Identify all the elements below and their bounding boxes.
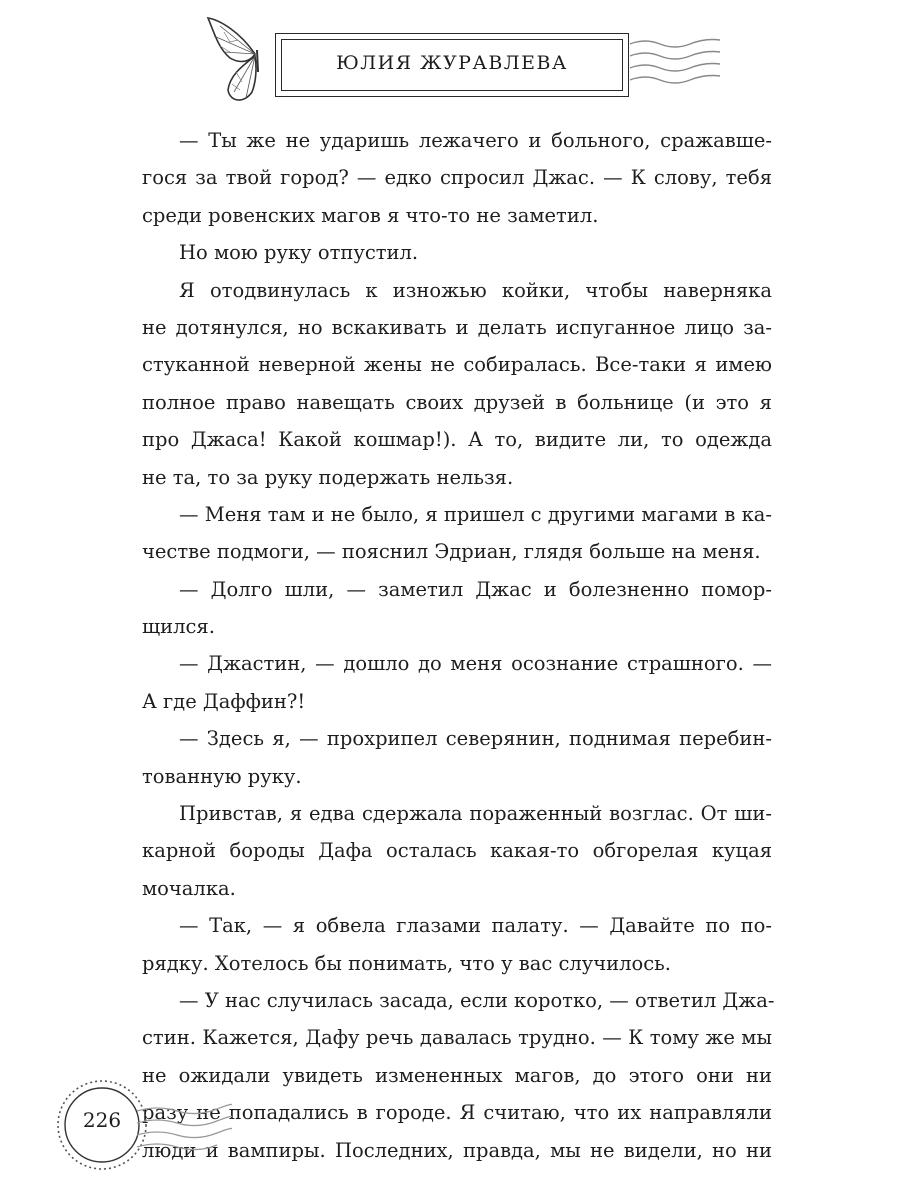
text-line: — Джастин, — дошло до меня осознание страшного. — xyxy=(179,652,772,676)
text-line: стуканной неверной жены не собиралась. Все-таки я имею xyxy=(142,353,772,377)
text-line: — Меня там и не было, я пришел с другими магами в ка- xyxy=(179,502,772,526)
text-line: Я отодвинулась к изножью койки, чтобы наверняка xyxy=(179,278,772,302)
text-line: полное право навещать своих друзей в больнице (и это я xyxy=(142,390,772,414)
text-line: — Здесь я, — прохрипел северянин, поднимая перебин- xyxy=(179,727,772,751)
text-line: тованную руку. xyxy=(142,764,302,788)
text-line: Но мою руку отпустил. xyxy=(179,241,419,265)
text-line: карной бороды Дафа осталась какая-то обгорелая куцая xyxy=(142,839,772,863)
page-number: 226 xyxy=(82,1108,122,1132)
text-line: не та, то за руку подержать нельзя. xyxy=(142,465,514,489)
text-line: А где Даффин?! xyxy=(142,689,306,713)
text-line: люди и вампиры. Последних, правда, мы не видели, но ни xyxy=(142,1138,772,1162)
text-line: рядку. Хотелось бы понимать, что у вас случилось. xyxy=(142,951,671,975)
text-line: гося за твой город? — едко спросил Джас. — К слову, тебя xyxy=(142,166,772,190)
text-line: Привстав, я едва сдержала пораженный возглас. От ши- xyxy=(179,802,772,826)
page-header xyxy=(0,0,900,120)
text-line: стин. Кажется, Дафу речь давалась трудно. — К тому же мы xyxy=(142,1026,772,1050)
text-line: — У нас случилась засада, если коротко, — ответил Джа- xyxy=(179,988,775,1012)
text-line: разу не попадались в городе. Я считаю, что их направляли xyxy=(142,1101,772,1125)
text-line: не дотянулся, но вскакивать и делать испуганное лицо за- xyxy=(142,315,772,339)
text-line: мочалка. xyxy=(142,876,236,900)
postmark-wavy-lines xyxy=(630,30,720,100)
text-line: среди ровенских магов я что-то не заметил. xyxy=(142,203,599,227)
author-name: ЮЛИЯ ЖУРАВЛЕВА xyxy=(336,52,568,74)
text-line: не ожидали увидеть измененных магов, до этого они ни xyxy=(142,1063,772,1087)
text-line: — Ты же не ударишь лежачего и больного, сражавше- xyxy=(179,129,772,152)
text-line: про Джаса! Какой кошмар!). А то, видите ли, то одежда xyxy=(142,428,772,452)
text-line: — Так, — я обвела глазами палату. — Давайте по по- xyxy=(179,914,772,938)
body-text xyxy=(142,122,775,1169)
text-line: честве подмоги, — пояснил Эдриан, глядя больше на меня. xyxy=(142,540,761,564)
author-frame xyxy=(275,33,629,97)
text-line: щился. xyxy=(142,615,215,639)
text-line: — Долго шли, — заметил Джас и болезненно помор- xyxy=(179,577,772,601)
